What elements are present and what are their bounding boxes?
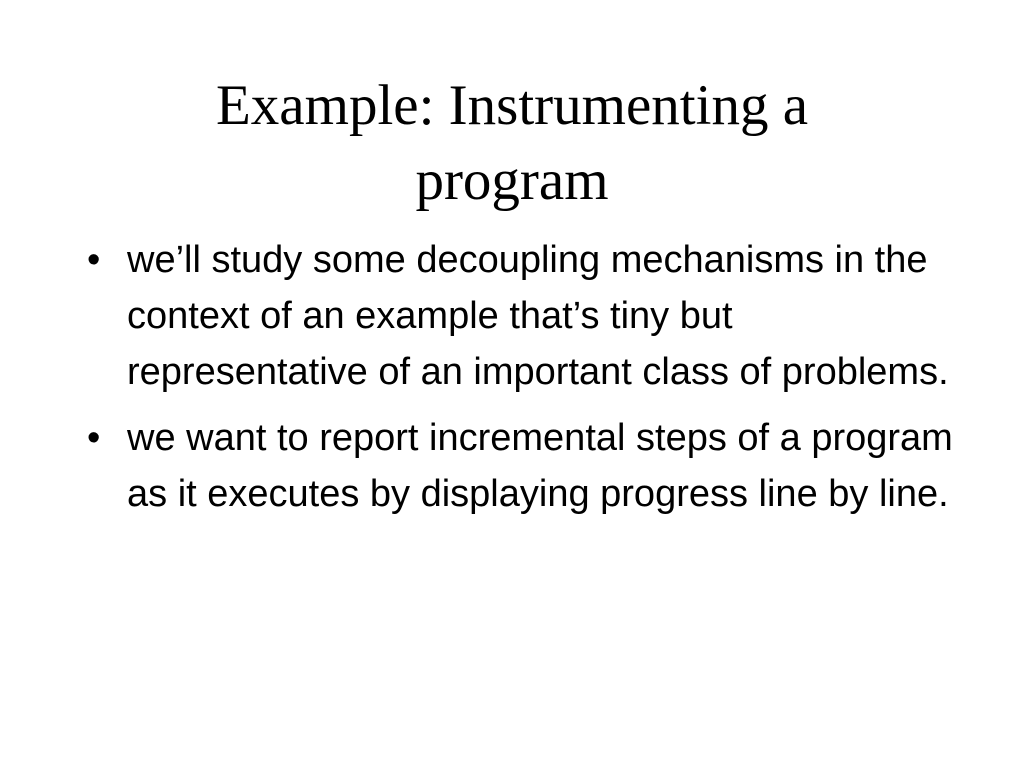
bullet-item — [85, 232, 955, 400]
bullet-dot-icon: • — [87, 417, 101, 459]
bullet-dot-icon: • — [87, 239, 101, 281]
bullet-text: we want to report incremental steps of a program as it executes by displaying progress line by line. — [127, 417, 953, 515]
slide-title-line-1: Example: Instrumenting a — [215, 74, 808, 137]
slide-title-line-2: program — [415, 149, 609, 212]
bullet-list — [85, 232, 955, 532]
bullet-text: we’ll study some decoupling mechanisms in the context of an example that’s tiny but representative of an important class of problems. — [127, 239, 949, 393]
slide-title — [100, 68, 924, 218]
bullet-item — [85, 410, 955, 522]
